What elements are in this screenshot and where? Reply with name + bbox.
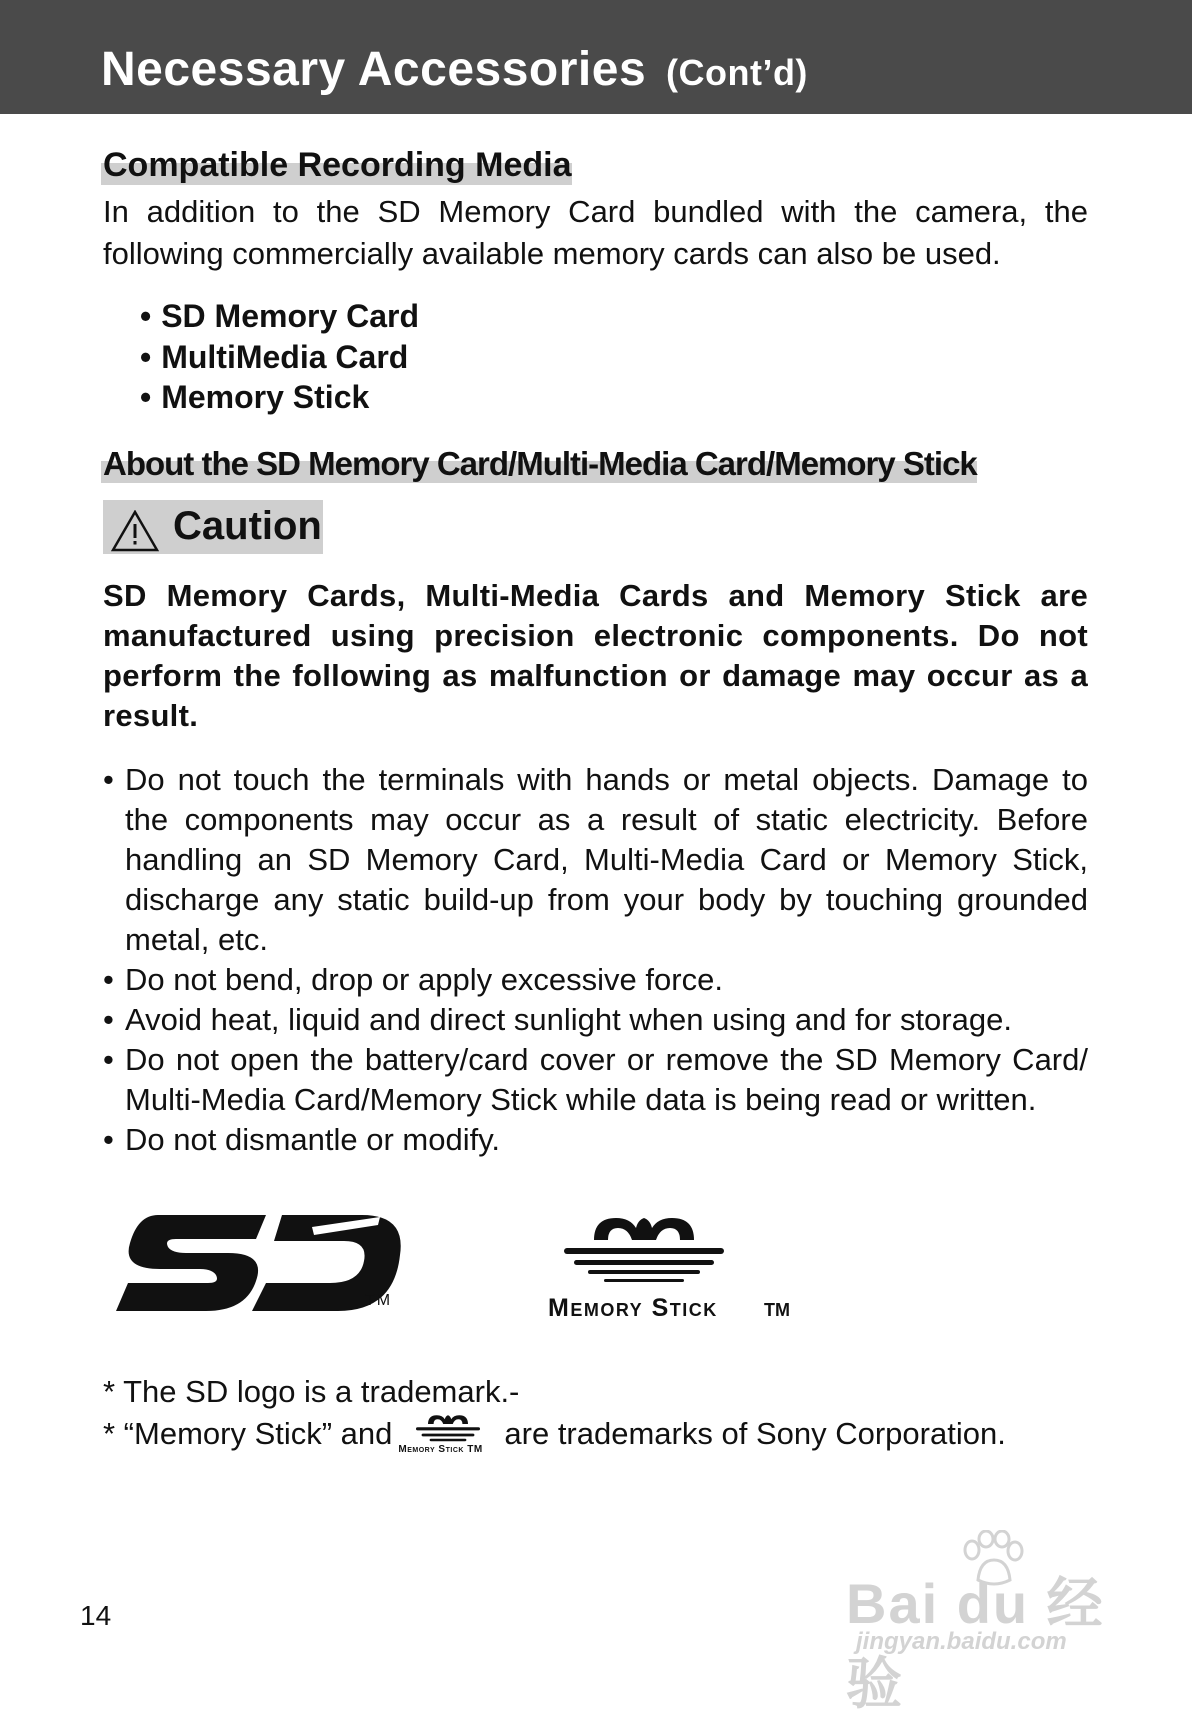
memory-stick-mini-mark (416, 1412, 480, 1444)
section-heading-text: Compatible Recording Media (103, 146, 572, 184)
trademark-note-sd: * The SD logo is a trademark.- (103, 1374, 520, 1409)
list-item: • Do not dismantle or modify. (103, 1120, 1088, 1160)
memory-stick-wordmark: Memory Stick (548, 1294, 718, 1322)
caution-bullet-list (103, 760, 1088, 1160)
warning-triangle-icon (111, 510, 159, 552)
list-item: • Memory Stick (140, 377, 419, 418)
watermark-brand: Bai du 经验 (846, 1572, 1105, 1715)
memory-stick-trademark-symbol: TM (764, 1300, 790, 1320)
caution-text: Caution (173, 504, 322, 548)
section-heading-about-cards (103, 445, 977, 483)
watermark-url: jingyan.baidu.com (856, 1628, 1067, 1655)
note-text-after: are trademarks of Sony Corporation. (504, 1416, 1006, 1452)
section-heading-text: About the SD Memory Card/Multi-Media Card/Memory Stick (103, 445, 977, 482)
trademark-note-memory-stick (103, 1412, 1006, 1460)
list-item: • Do not bend, drop or apply excessive force. (103, 960, 1088, 1000)
page-title-suffix: (Cont’d) (665, 52, 808, 93)
intro-paragraph: In addition to the SD Memory Card bundled with the camera, the following commercially available memory cards can also be used. (103, 194, 1088, 271)
sd-trademark-symbol: TM (365, 1292, 393, 1309)
list-item: • MultiMedia Card (140, 337, 419, 378)
caution-warning-text: SD Memory Cards, Multi-Media Cards and Memory Stick are manufactured using precision electronic components. Do not perform the following as malfunction or damage may occur as a result. (103, 578, 1088, 733)
list-item: • Do not touch the terminals with hands or metal objects. Damage to the components may occur as a result of static electricity. Before handling an SD Memory Card, Multi-Media Card or Memory Stick, discharge any static build-up from your body by touching grounded metal, etc. (103, 760, 1088, 960)
list-item: • Avoid heat, liquid and direct sunlight when using and for storage. (103, 1000, 1088, 1040)
sd-logo (116, 1213, 406, 1315)
baidu-watermark (846, 1530, 1146, 1715)
caution-label (103, 500, 323, 554)
header-bar (0, 0, 1192, 114)
memory-stick-logo (564, 1214, 724, 1286)
memory-stick-mini-wordmark: Memory Stick TM (398, 1444, 483, 1455)
page-title (101, 42, 808, 97)
page-title-main: Necessary Accessories (101, 43, 647, 96)
note-text-before: * “Memory Stick” and (103, 1416, 393, 1452)
page-number: 14 (80, 1600, 112, 1631)
list-item: • Do not open the battery/card cover or remove the SD Memory Card/ Multi-Media Card/Memory Stick while data is being read or written. (103, 1040, 1088, 1120)
list-item: • SD Memory Card (140, 296, 419, 337)
section-heading-compatible-media (103, 146, 572, 185)
memory-stick-mini-logo (398, 1412, 498, 1460)
compatible-card-list (140, 296, 419, 418)
